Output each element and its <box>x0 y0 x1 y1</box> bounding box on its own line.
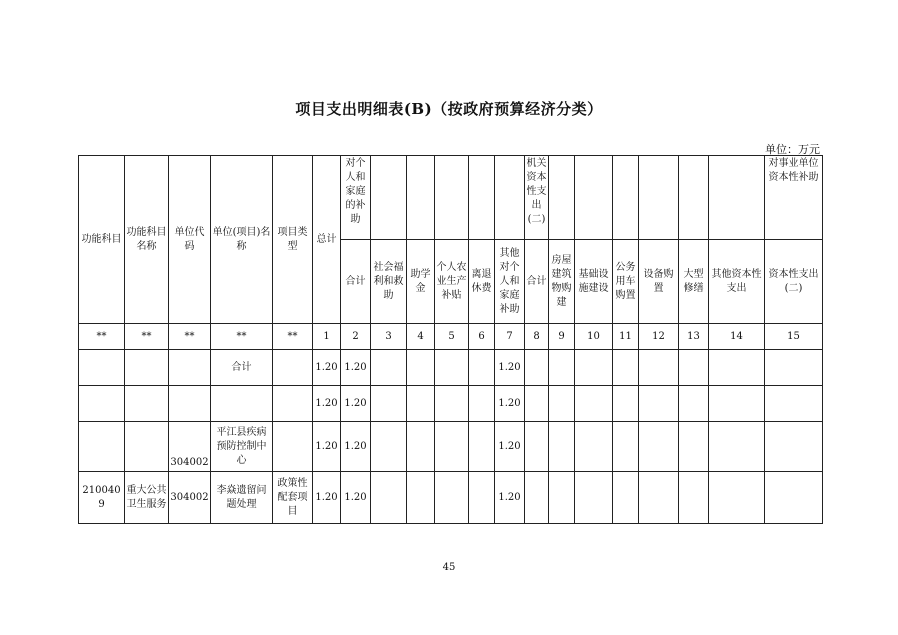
cell-empty <box>371 350 407 386</box>
cell-empty <box>709 472 765 524</box>
header-empty <box>709 156 765 240</box>
header-farmer-subsidy: 个人农业生产补贴 <box>435 240 469 324</box>
cell-func-name: 重大公共卫生服务 <box>125 472 169 524</box>
cell-empty <box>435 350 469 386</box>
index-row <box>79 324 823 350</box>
cell-empty <box>679 350 709 386</box>
cell-empty <box>765 422 823 472</box>
header-vehicle: 公务用车购置 <box>613 240 639 324</box>
cell-empty <box>525 472 549 524</box>
header-building: 房屋建筑物购建 <box>549 240 575 324</box>
index-cell: 3 <box>371 324 407 350</box>
cell-proj-type <box>273 350 313 386</box>
cell-empty <box>765 350 823 386</box>
index-cell: ** <box>79 324 125 350</box>
index-cell: 13 <box>679 324 709 350</box>
cell-unit-code: 304002 <box>169 472 211 524</box>
index-cell: 14 <box>709 324 765 350</box>
cell-empty <box>613 472 639 524</box>
cell-empty <box>371 472 407 524</box>
cell-func-name <box>125 422 169 472</box>
table-row <box>79 386 823 422</box>
cell-empty <box>435 472 469 524</box>
cell-empty <box>469 350 495 386</box>
cell-func-code <box>79 386 125 422</box>
index-cell: 9 <box>549 324 575 350</box>
cell-empty <box>469 472 495 524</box>
cell-empty <box>639 422 679 472</box>
cell-empty <box>639 350 679 386</box>
unit-label: 单位：万元 <box>765 143 820 156</box>
cell-empty <box>575 422 613 472</box>
cell-proj-type <box>273 422 313 472</box>
cell-empty <box>407 472 435 524</box>
page-number: 45 <box>442 562 456 573</box>
cell-total: 1.20 <box>313 386 341 422</box>
cell-empty <box>407 422 435 472</box>
header-empty <box>575 156 613 240</box>
index-cell: ** <box>169 324 211 350</box>
cell-empty <box>525 350 549 386</box>
header-institution-subsidy: 对事业单位资本性补助 <box>765 156 823 240</box>
cell-empty <box>371 422 407 472</box>
header-empty <box>435 156 469 240</box>
cell-unit-code <box>169 350 211 386</box>
cell-unit-name: 平江县疾病预防控制中心 <box>211 422 273 472</box>
cell-empty <box>639 386 679 422</box>
header-social-welfare: 社会福利和救助 <box>371 240 407 324</box>
header-capital-two: 资本性支出(二) <box>765 240 823 324</box>
header-empty <box>613 156 639 240</box>
header-capital-org: 机关资本性支出(二) <box>525 156 549 240</box>
index-cell: 7 <box>495 324 525 350</box>
cell-empty <box>613 422 639 472</box>
cell-proj-type <box>273 386 313 422</box>
index-cell: 4 <box>407 324 435 350</box>
cell-empty <box>709 350 765 386</box>
header-grant: 助学金 <box>407 240 435 324</box>
cell-empty <box>679 422 709 472</box>
header-empty <box>495 156 525 240</box>
cell-empty <box>765 386 823 422</box>
index-cell: 1 <box>313 324 341 350</box>
header-subtotal: 合计 <box>341 240 371 324</box>
cell-proj-type: 政策性配套项目 <box>273 472 313 524</box>
cell-empty <box>613 350 639 386</box>
index-cell: 8 <box>525 324 549 350</box>
cell-other-personal: 1.20 <box>495 350 525 386</box>
header-capital-subtotal: 合计 <box>525 240 549 324</box>
cell-empty <box>469 422 495 472</box>
cell-empty <box>435 386 469 422</box>
page-title: 项目支出明细表(B)（按政府预算经济分类） <box>295 100 603 118</box>
cell-empty <box>575 386 613 422</box>
header-empty <box>371 156 407 240</box>
cell-unit-code: 304002 <box>169 422 211 472</box>
header-total: 总计 <box>313 156 341 324</box>
cell-empty <box>575 472 613 524</box>
cell-empty <box>709 386 765 422</box>
cell-empty <box>407 386 435 422</box>
cell-other-personal: 1.20 <box>495 386 525 422</box>
index-cell: ** <box>125 324 169 350</box>
cell-empty <box>575 350 613 386</box>
header-other-personal: 其他对个人和家庭补助 <box>495 240 525 324</box>
header-empty <box>549 156 575 240</box>
table-row <box>79 472 823 524</box>
index-cell: 6 <box>469 324 495 350</box>
index-cell: 15 <box>765 324 823 350</box>
cell-func-code <box>79 350 125 386</box>
cell-empty <box>435 422 469 472</box>
cell-subtotal: 1.20 <box>341 386 371 422</box>
header-proj-type: 项目类型 <box>273 156 313 324</box>
cell-empty <box>765 472 823 524</box>
header-empty <box>639 156 679 240</box>
index-cell: 5 <box>435 324 469 350</box>
index-cell: ** <box>273 324 313 350</box>
cell-unit-name: 李焱遗留问题处理 <box>211 472 273 524</box>
cell-empty <box>679 386 709 422</box>
cell-empty <box>549 422 575 472</box>
header-unit-code: 单位代码 <box>169 156 211 324</box>
cell-func-code: 2100409 <box>79 472 125 524</box>
cell-empty <box>549 472 575 524</box>
cell-unit-name: 合计 <box>211 350 273 386</box>
table-row <box>79 350 823 386</box>
cell-unit-code <box>169 386 211 422</box>
cell-empty <box>525 386 549 422</box>
index-cell: 10 <box>575 324 613 350</box>
cell-empty <box>549 350 575 386</box>
header-func-code: 功能科目 <box>79 156 125 324</box>
header-empty <box>679 156 709 240</box>
cell-empty <box>407 350 435 386</box>
header-equipment: 设备购置 <box>639 240 679 324</box>
header-unit-name: 单位(项目)名称 <box>211 156 273 324</box>
cell-total: 1.20 <box>313 422 341 472</box>
cell-empty <box>613 386 639 422</box>
cell-func-code <box>79 422 125 472</box>
cell-empty <box>639 472 679 524</box>
header-personal-subsidy: 对个人和家庭的补助 <box>341 156 371 240</box>
cell-other-personal: 1.20 <box>495 472 525 524</box>
cell-subtotal: 1.20 <box>341 350 371 386</box>
index-cell: 11 <box>613 324 639 350</box>
table-row <box>79 422 823 472</box>
header-infrastructure: 基础设施建设 <box>575 240 613 324</box>
cell-empty <box>371 386 407 422</box>
header-repair: 大型修缮 <box>679 240 709 324</box>
cell-func-name <box>125 386 169 422</box>
cell-func-name <box>125 350 169 386</box>
cell-unit-name <box>211 386 273 422</box>
index-cell: 2 <box>341 324 371 350</box>
cell-empty <box>549 386 575 422</box>
cell-empty <box>525 422 549 472</box>
header-other-capital: 其他资本性支出 <box>709 240 765 324</box>
index-cell: 12 <box>639 324 679 350</box>
header-empty <box>469 156 495 240</box>
index-cell: ** <box>211 324 273 350</box>
cell-total: 1.20 <box>313 350 341 386</box>
cell-empty <box>469 386 495 422</box>
cell-total: 1.20 <box>313 472 341 524</box>
header-func-name: 功能科目名称 <box>125 156 169 324</box>
cell-subtotal: 1.20 <box>341 422 371 472</box>
header-retirement: 离退休费 <box>469 240 495 324</box>
cell-other-personal: 1.20 <box>495 422 525 472</box>
cell-subtotal: 1.20 <box>341 472 371 524</box>
header-empty <box>407 156 435 240</box>
expenditure-table <box>78 155 823 524</box>
cell-empty <box>709 422 765 472</box>
cell-empty <box>679 472 709 524</box>
